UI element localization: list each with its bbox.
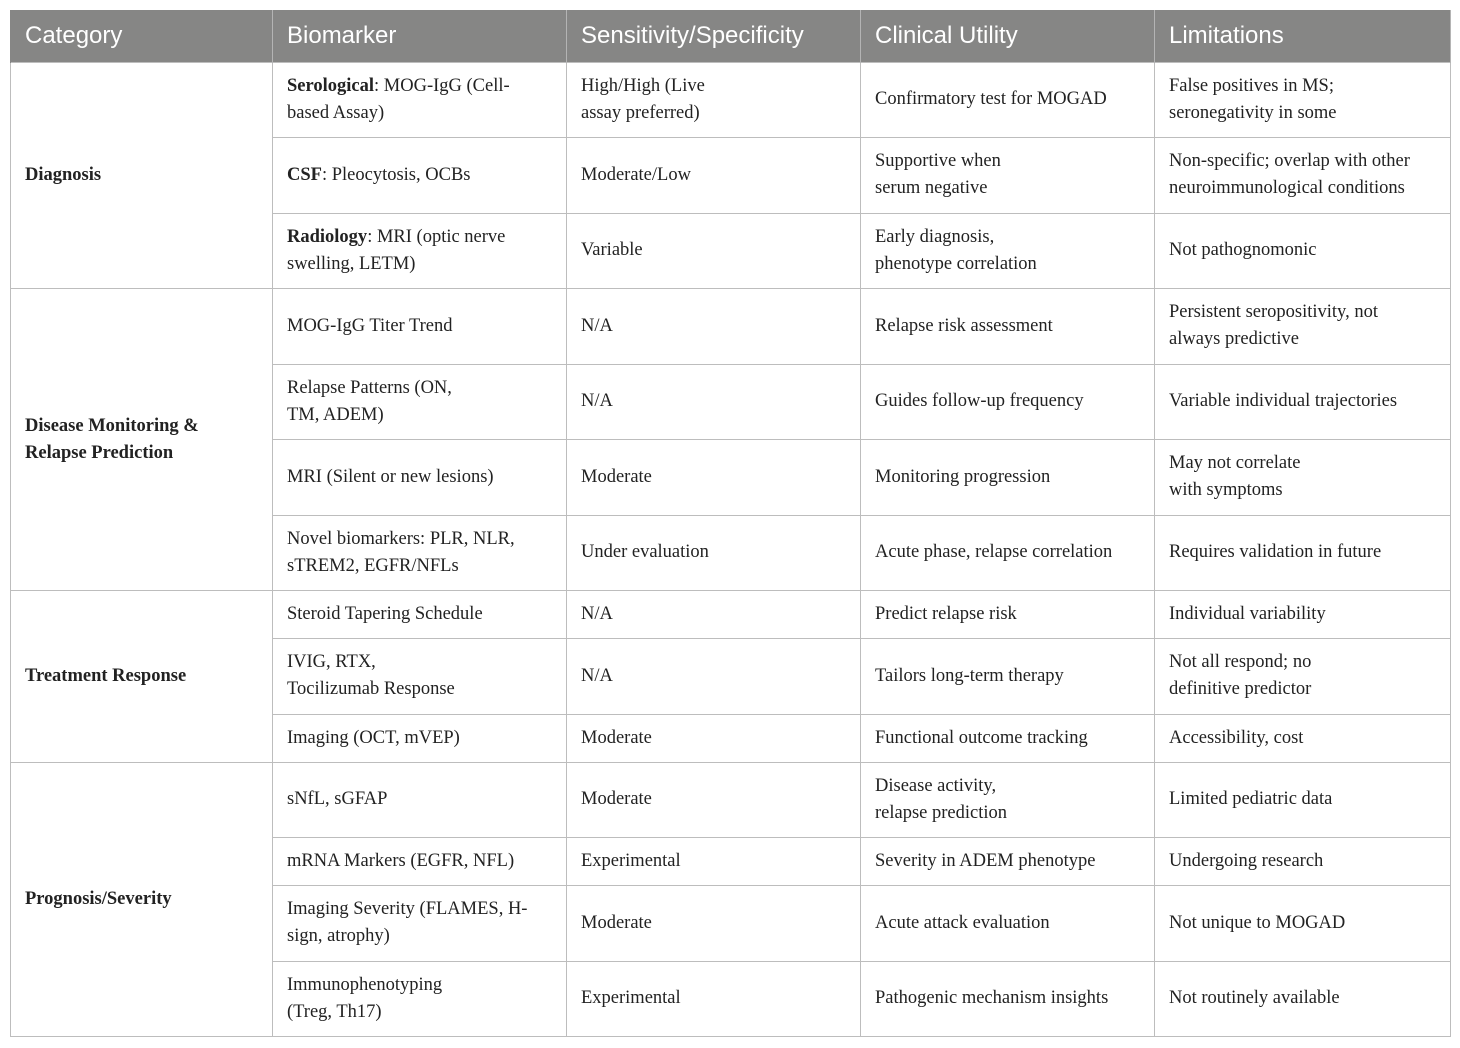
- utility-cell: Monitoring progression: [861, 440, 1155, 516]
- biomarker-cell: [273, 213, 567, 289]
- biomarker-cell: Relapse Patterns (ON, TM, ADEM): [273, 364, 567, 440]
- biomarker-cell: Imaging Severity (FLAMES, H- sign, atrophy): [273, 886, 567, 962]
- limitations-cell: Undergoing research: [1155, 838, 1451, 886]
- header-category: Category: [11, 10, 273, 62]
- limitations-cell: Accessibility, cost: [1155, 714, 1451, 762]
- biomarker-table: [10, 10, 1451, 1037]
- header-limitations: Limitations: [1155, 10, 1451, 62]
- header-utility: Clinical Utility: [861, 10, 1155, 62]
- utility-cell: Early diagnosis, phenotype correlation: [861, 213, 1155, 289]
- biomarker-cell: mRNA Markers (EGFR, NFL): [273, 838, 567, 886]
- sensitivity-cell: Experimental: [567, 961, 861, 1037]
- limitations-cell: Individual variability: [1155, 591, 1451, 639]
- utility-cell: Guides follow-up frequency: [861, 364, 1155, 440]
- sensitivity-cell: N/A: [567, 639, 861, 715]
- biomarker-cell: Immunophenotyping (Treg, Th17): [273, 961, 567, 1037]
- sensitivity-cell: Experimental: [567, 838, 861, 886]
- limitations-cell: Not pathognomonic: [1155, 213, 1451, 289]
- biomarker-prefix: Radiology: [287, 226, 368, 247]
- biomarker-text: : Pleocytosis, OCBs: [321, 164, 471, 185]
- biomarker-cell: MRI (Silent or new lesions): [273, 440, 567, 516]
- sensitivity-cell: Under evaluation: [567, 515, 861, 591]
- limitations-cell: Not all respond; no definitive predictor: [1155, 639, 1451, 715]
- header-sensitivity: Sensitivity/Specificity: [567, 10, 861, 62]
- biomarker-prefix: Serological: [287, 75, 375, 96]
- table-row: [11, 62, 1451, 138]
- sensitivity-cell: Moderate: [567, 714, 861, 762]
- biomarker-cell: Steroid Tapering Schedule: [273, 591, 567, 639]
- biomarker-text: : MRI (optic nerve swelling, LETM): [287, 226, 506, 274]
- biomarker-cell: sNfL, sGFAP: [273, 762, 567, 838]
- table-row: [11, 591, 1451, 639]
- utility-cell: Acute attack evaluation: [861, 886, 1155, 962]
- category-cell-monitoring: Disease Monitoring & Relapse Prediction: [11, 289, 273, 591]
- header-biomarker: Biomarker: [273, 10, 567, 62]
- biomarker-cell: Novel biomarkers: PLR, NLR, sTREM2, EGFR/NFLs: [273, 515, 567, 591]
- limitations-cell: Not unique to MOGAD: [1155, 886, 1451, 962]
- biomarker-cell: [273, 138, 567, 214]
- sensitivity-cell: N/A: [567, 591, 861, 639]
- utility-cell: Disease activity, relapse prediction: [861, 762, 1155, 838]
- table-header: [11, 10, 1451, 62]
- biomarker-cell: [273, 62, 567, 138]
- limitations-cell: Variable individual trajectories: [1155, 364, 1451, 440]
- sensitivity-cell: Moderate: [567, 886, 861, 962]
- sensitivity-cell: High/High (Live assay preferred): [567, 62, 861, 138]
- sensitivity-cell: N/A: [567, 364, 861, 440]
- table-row: [11, 289, 1451, 365]
- limitations-cell: May not correlate with symptoms: [1155, 440, 1451, 516]
- biomarker-cell: MOG-IgG Titer Trend: [273, 289, 567, 365]
- biomarker-cell: IVIG, RTX, Tocilizumab Response: [273, 639, 567, 715]
- sensitivity-cell: Variable: [567, 213, 861, 289]
- limitations-cell: Requires validation in future: [1155, 515, 1451, 591]
- utility-cell: Supportive when serum negative: [861, 138, 1155, 214]
- sensitivity-cell: N/A: [567, 289, 861, 365]
- limitations-cell: Non-specific; overlap with other neuroimmunological conditions: [1155, 138, 1451, 214]
- limitations-cell: Persistent seropositivity, not always predictive: [1155, 289, 1451, 365]
- biomarker-prefix: CSF: [287, 164, 322, 185]
- limitations-cell: Not routinely available: [1155, 961, 1451, 1037]
- biomarker-cell: Imaging (OCT, mVEP): [273, 714, 567, 762]
- sensitivity-cell: Moderate: [567, 440, 861, 516]
- category-cell-diagnosis: Diagnosis: [11, 62, 273, 289]
- biomarker-text: : MOG-IgG (Cell- based Assay): [287, 75, 510, 123]
- utility-cell: Predict relapse risk: [861, 591, 1155, 639]
- category-cell-treatment: Treatment Response: [11, 591, 273, 763]
- sensitivity-cell: Moderate: [567, 762, 861, 838]
- limitations-cell: False positives in MS; seronegativity in some: [1155, 62, 1451, 138]
- utility-cell: Relapse risk assessment: [861, 289, 1155, 365]
- utility-cell: Acute phase, relapse correlation: [861, 515, 1155, 591]
- table-row: [11, 762, 1451, 838]
- utility-cell: Tailors long-term therapy: [861, 639, 1155, 715]
- utility-cell: Functional outcome tracking: [861, 714, 1155, 762]
- category-cell-prognosis: Prognosis/Severity: [11, 762, 273, 1037]
- utility-cell: Pathogenic mechanism insights: [861, 961, 1155, 1037]
- utility-cell: Severity in ADEM phenotype: [861, 838, 1155, 886]
- sensitivity-cell: Moderate/Low: [567, 138, 861, 214]
- utility-cell: Confirmatory test for MOGAD: [861, 62, 1155, 138]
- limitations-cell: Limited pediatric data: [1155, 762, 1451, 838]
